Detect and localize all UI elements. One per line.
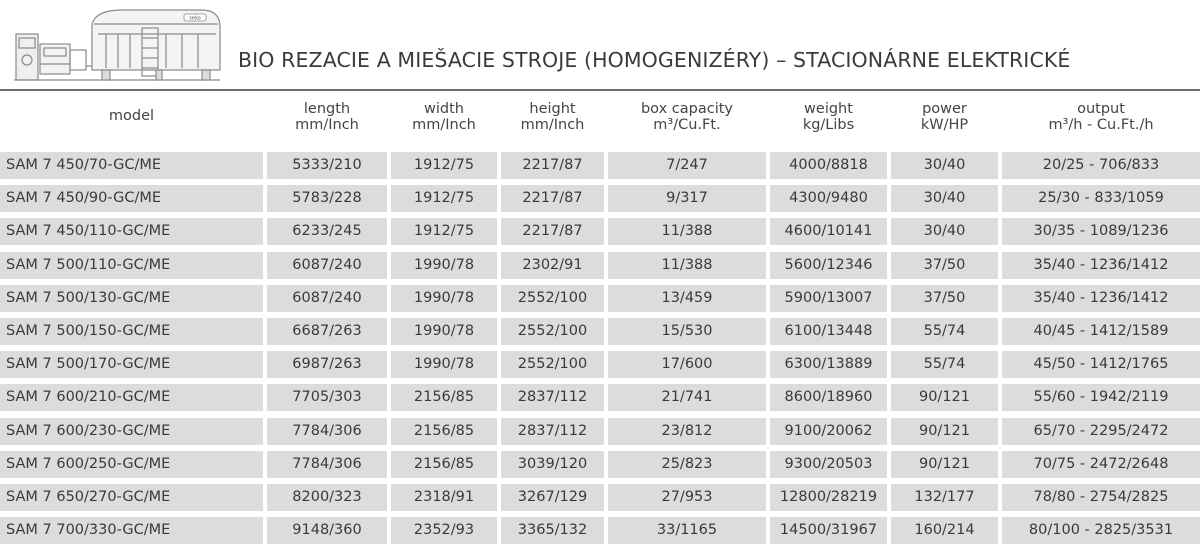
cell-model: SAM 7 500/170-GC/ME [0, 351, 263, 378]
cell-power: 90/121 [891, 451, 998, 478]
cell-weight: 5600/12346 [770, 252, 887, 279]
page-header [0, 0, 1200, 90]
cell-power: 37/50 [891, 285, 998, 312]
cell-length: 7705/303 [267, 384, 387, 411]
cell-weight: 4300/9480 [770, 185, 887, 212]
cell-height: 2552/100 [501, 318, 604, 345]
table-row [0, 218, 1200, 245]
column-header-label: height [529, 101, 576, 117]
cell-width: 1990/78 [391, 285, 497, 312]
column-header-label: model [108, 108, 155, 124]
column-header-weight [770, 101, 887, 133]
cell-length: 6233/245 [267, 218, 387, 245]
cell-box-capacity: 25/823 [608, 451, 766, 478]
table-row [0, 252, 1200, 279]
cell-model: SAM 7 700/330-GC/ME [0, 517, 263, 544]
cell-model: SAM 7 650/270-GC/ME [0, 484, 263, 511]
cell-output: 35/40 - 1236/1412 [1002, 285, 1200, 312]
cell-power: 55/74 [891, 351, 998, 378]
cell-box-capacity: 11/388 [608, 252, 766, 279]
cell-length: 8200/323 [267, 484, 387, 511]
column-header-unit: kW/HP [920, 117, 969, 133]
cell-height: 2217/87 [501, 152, 604, 179]
table-row [0, 285, 1200, 312]
column-header-unit: mm/Inch [412, 117, 476, 133]
cell-weight: 9300/20503 [770, 451, 887, 478]
column-header-output [1002, 101, 1200, 133]
cell-output: 45/50 - 1412/1765 [1002, 351, 1200, 378]
cell-width: 1990/78 [391, 351, 497, 378]
table-row [0, 152, 1200, 179]
cell-model: SAM 7 600/210-GC/ME [0, 384, 263, 411]
page-title: BIO REZACIE A MIEŠACIE STROJE (HOMOGENIZÉRY) – STACIONÁRNE ELEKTRICKÉ [238, 48, 1071, 72]
cell-output: 40/45 - 1412/1589 [1002, 318, 1200, 345]
cell-width: 2156/85 [391, 451, 497, 478]
cell-power: 132/177 [891, 484, 998, 511]
column-header-unit: m³/h - Cu.Ft./h [1048, 117, 1154, 133]
cell-length: 7784/306 [267, 451, 387, 478]
column-header-unit: m³/Cu.Ft. [653, 117, 721, 133]
cell-weight: 8600/18960 [770, 384, 887, 411]
cell-width: 1912/75 [391, 185, 497, 212]
cell-output: 25/30 - 833/1059 [1002, 185, 1200, 212]
cell-height: 3039/120 [501, 451, 604, 478]
cell-model: SAM 7 450/110-GC/ME [0, 218, 263, 245]
cell-width: 1912/75 [391, 152, 497, 179]
column-header-power [891, 101, 998, 133]
cell-width: 1990/78 [391, 252, 497, 279]
cell-length: 7784/306 [267, 418, 387, 445]
cell-weight: 9100/20062 [770, 418, 887, 445]
cell-model: SAM 7 500/130-GC/ME [0, 285, 263, 312]
cell-output: 65/70 - 2295/2472 [1002, 418, 1200, 445]
cell-output: 30/35 - 1089/1236 [1002, 218, 1200, 245]
table-row [0, 484, 1200, 511]
cell-length: 6687/263 [267, 318, 387, 345]
table-row [0, 351, 1200, 378]
cell-output: 55/60 - 1942/2119 [1002, 384, 1200, 411]
cell-weight: 4000/8818 [770, 152, 887, 179]
cell-width: 1990/78 [391, 318, 497, 345]
cell-box-capacity: 13/459 [608, 285, 766, 312]
cell-output: 78/80 - 2754/2825 [1002, 484, 1200, 511]
column-header-label: output [1077, 101, 1125, 117]
column-header-height [501, 101, 604, 133]
cell-height: 2552/100 [501, 351, 604, 378]
table-row [0, 451, 1200, 478]
cell-power: 37/50 [891, 252, 998, 279]
cell-height: 3365/132 [501, 517, 604, 544]
cell-power: 30/40 [891, 218, 998, 245]
cell-model: SAM 7 450/70-GC/ME [0, 152, 263, 179]
cell-width: 1912/75 [391, 218, 497, 245]
column-header-label: length [303, 101, 351, 117]
cell-power: 160/214 [891, 517, 998, 544]
cell-weight: 6300/13889 [770, 351, 887, 378]
cell-model: SAM 7 600/250-GC/ME [0, 451, 263, 478]
column-header-unit: mm/Inch [295, 117, 359, 133]
column-header-unit: kg/Libs [802, 117, 855, 133]
cell-width: 2156/85 [391, 418, 497, 445]
cell-height: 3267/129 [501, 484, 604, 511]
column-header-box-capacity [608, 101, 766, 133]
cell-height: 2302/91 [501, 252, 604, 279]
column-header-width [391, 101, 497, 133]
header-divider [0, 89, 1200, 91]
cell-length: 5333/210 [267, 152, 387, 179]
cell-width: 2156/85 [391, 384, 497, 411]
table-row [0, 384, 1200, 411]
cell-model: SAM 7 500/110-GC/ME [0, 252, 263, 279]
cell-length: 6987/263 [267, 351, 387, 378]
cell-length: 5783/228 [267, 185, 387, 212]
cell-height: 2217/87 [501, 185, 604, 212]
cell-length: 9148/360 [267, 517, 387, 544]
cell-power: 90/121 [891, 384, 998, 411]
cell-box-capacity: 15/530 [608, 318, 766, 345]
column-header-label: weight [804, 101, 853, 117]
machine-badge-text: seko [189, 15, 201, 22]
cell-box-capacity: 23/812 [608, 418, 766, 445]
column-header-label: power [922, 101, 967, 117]
cell-model: SAM 7 500/150-GC/ME [0, 318, 263, 345]
column-header-unit: mm/Inch [520, 117, 585, 133]
cell-width: 2352/93 [391, 517, 497, 544]
cell-power: 55/74 [891, 318, 998, 345]
cell-output: 35/40 - 1236/1412 [1002, 252, 1200, 279]
column-header-model [0, 108, 263, 124]
cell-power: 90/121 [891, 418, 998, 445]
cell-box-capacity: 27/953 [608, 484, 766, 511]
cell-box-capacity: 33/1165 [608, 517, 766, 544]
cell-power: 30/40 [891, 152, 998, 179]
table-row [0, 185, 1200, 212]
cell-height: 2552/100 [501, 285, 604, 312]
cell-box-capacity: 21/741 [608, 384, 766, 411]
cell-weight: 6100/13448 [770, 318, 887, 345]
column-header-label: box capacity [640, 101, 734, 117]
cell-weight: 12800/28219 [770, 484, 887, 511]
cell-output: 20/25 - 706/833 [1002, 152, 1200, 179]
cell-weight: 4600/10141 [770, 218, 887, 245]
cell-model: SAM 7 450/90-GC/ME [0, 185, 263, 212]
cell-power: 30/40 [891, 185, 998, 212]
cell-output: 70/75 - 2472/2648 [1002, 451, 1200, 478]
cell-weight: 14500/31967 [770, 517, 887, 544]
table-row [0, 418, 1200, 445]
cell-length: 6087/240 [267, 285, 387, 312]
cell-height: 2837/112 [501, 418, 604, 445]
cell-width: 2318/91 [391, 484, 497, 511]
column-header-label: width [424, 101, 464, 117]
table-row [0, 318, 1200, 345]
cell-model: SAM 7 600/230-GC/ME [0, 418, 263, 445]
column-header-length [267, 101, 387, 133]
cell-height: 2837/112 [501, 384, 604, 411]
table-row [0, 517, 1200, 544]
mixer-machine-illustration [6, 4, 228, 86]
cell-box-capacity: 9/317 [608, 185, 766, 212]
cell-output: 80/100 - 2825/3531 [1002, 517, 1200, 544]
cell-box-capacity: 11/388 [608, 218, 766, 245]
cell-height: 2217/87 [501, 218, 604, 245]
cell-weight: 5900/13007 [770, 285, 887, 312]
cell-box-capacity: 17/600 [608, 351, 766, 378]
cell-length: 6087/240 [267, 252, 387, 279]
cell-box-capacity: 7/247 [608, 152, 766, 179]
